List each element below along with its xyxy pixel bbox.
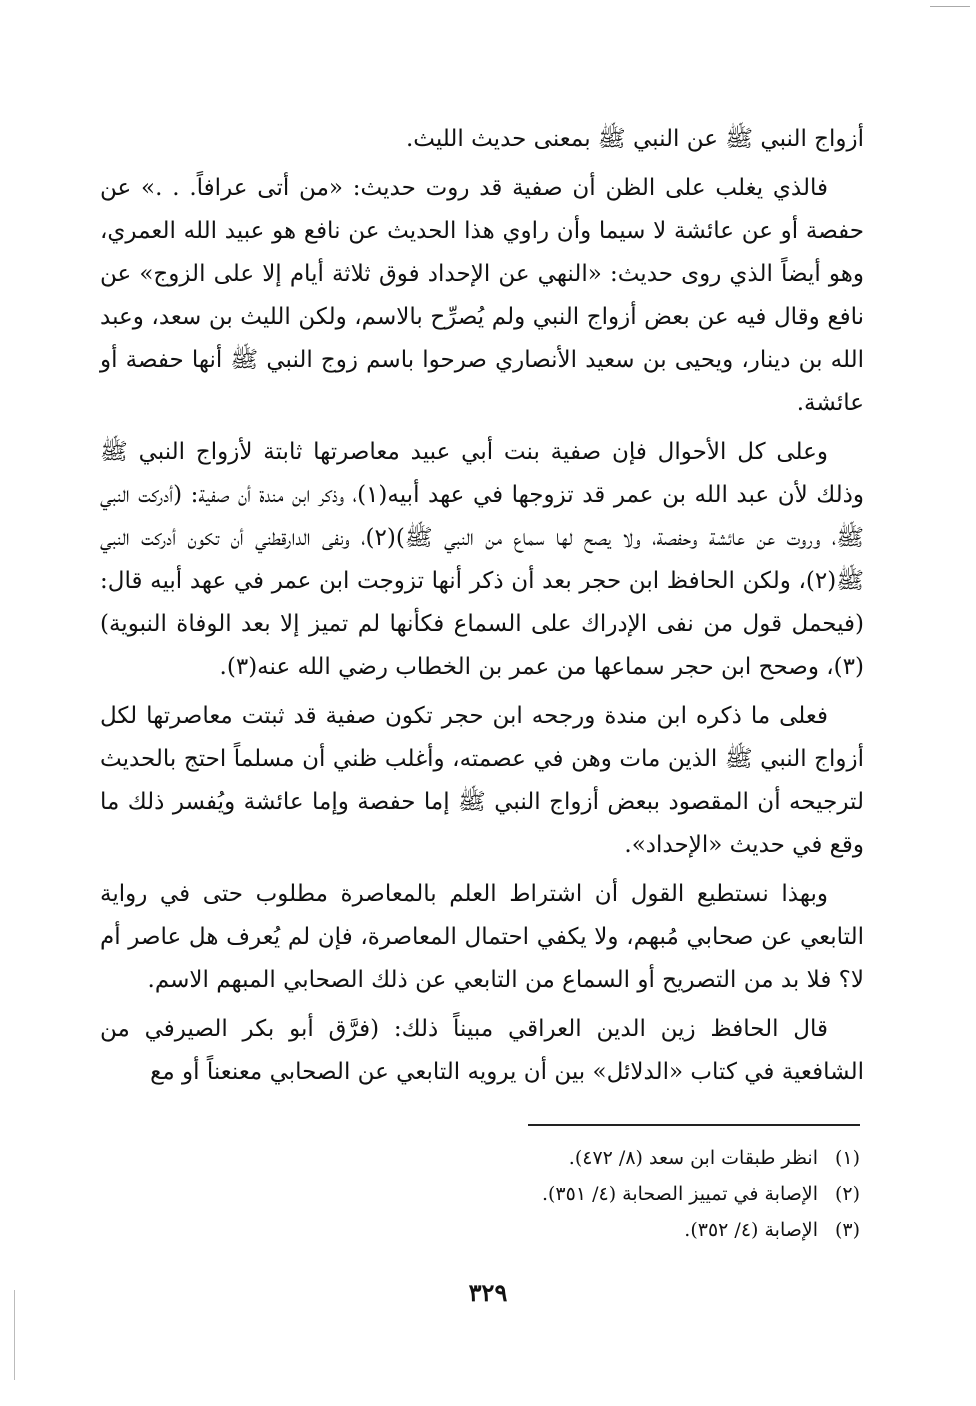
footnote-number: (١) — [834, 1147, 860, 1169]
scan-corner-mark — [930, 6, 970, 7]
footnote-number: (٢) — [834, 1183, 860, 1205]
paragraph: وعلى كل الأحوال فإن صفية بنت أبي عبيد معاصرتها ثابتة لأزواج النبي ﷺ وذلك لأن عبد الله بن عمر قد تزوجها في عهد أبيه(١)، وذكر ابن مندة أن صفية: (أدركت النبي ﷺ، وروت عن عائشة وحفصة، ولا يصح لها سماع من النبي ﷺ)(٢)، ونفى الدارقطني أن تكون أدركت النبي ﷺ(٢)، ولكن الحافظ ابن حجر بعد أن ذكر أنها تزوجت ابن عمر في عهد أبيه قال: (فيحمل قول من نفى الإدراك على السماع فكأنها لم تميز إلا بعد الوفاة النبوية)(٣)، وصحح ابن حجر سماعها من عمر بن الخطاب رضي الله عنه(٣). — [100, 439, 865, 680]
paragraph-continuation: أزواج النبي ﷺ عن النبي ﷺ بمعنى حديث الليث. — [405, 126, 864, 152]
paragraph: قال الحافظ زين الدين العراقي مبيناً ذلك: (فرَّق أبو بكر الصيرفي من الشافعية في كتاب «الدلائل» بين أن يرويه التابعي عن الصحابي معنعناً أو مع — [100, 1016, 864, 1085]
page-number: ٣٢٩ — [468, 1278, 508, 1307]
footnote-text: الإصابة (٤/ ٣٥٢). — [684, 1219, 818, 1241]
footnote-item — [360, 1176, 860, 1212]
page-body — [100, 118, 864, 1094]
footnote-item — [360, 1212, 860, 1248]
footnote-divider — [528, 1124, 860, 1126]
footnote-text: انظر طبقات ابن سعد (٨/ ٤٧٢). — [568, 1147, 818, 1169]
footnote-item — [360, 1140, 860, 1176]
paragraph: فالذي يغلب على الظن أن صفية قد روت حديث: «من أتى عرافاً. . .» عن حفصة أو عن عائشة لا سيما وأن راوي هذا الحديث عن نافع هو عبيد الله العمري، وهو أيضاً الذي روى حديث: «النهي عن الإحداد فوق ثلاثة أيام إلا على الزوج» عن نافع وقال فيه عن بعض أزواج النبي ولم يُصرِّح بالاسم، ولكن الليث بن سعد، وعبد الله بن دينار، ويحيى بن سعيد الأنصاري صرحوا باسم زوج النبي ﷺ أنها حفصة أو عائشة. — [100, 175, 864, 416]
main-text — [100, 118, 864, 1094]
footnotes — [360, 1140, 860, 1248]
paragraph: فعلى ما ذكره ابن مندة ورجحه ابن حجر تكون صفية قد ثبتت معاصرتها لكل أزواج النبي ﷺ الذين مات وهن في عصمته، وأغلب ظني أن مسلماً احتج بالحديث لترجيحه أن المقصود ببعض أزواج النبي ﷺ إما حفصة وإما عائشة ويُفسر ذلك ما وقع في حديث «الإحداد». — [100, 703, 864, 858]
paragraph: وبهذا نستطيع القول أن اشتراط العلم بالمعاصرة مطلوب حتى في رواية التابعي عن صحابي مُبهم، ولا يكفي احتمال المعاصرة، فإن لم يُعرف هل عاصر أم لا؟ فلا بد من التصريح أو السماع من التابعي عن ذلك الصحابي المبهم الاسم. — [100, 881, 864, 993]
footnote-number: (٣) — [834, 1219, 860, 1241]
scan-margin-line — [14, 1290, 15, 1380]
footnote-text: الإصابة في تمييز الصحابة (٤/ ٣٥١). — [541, 1183, 818, 1205]
